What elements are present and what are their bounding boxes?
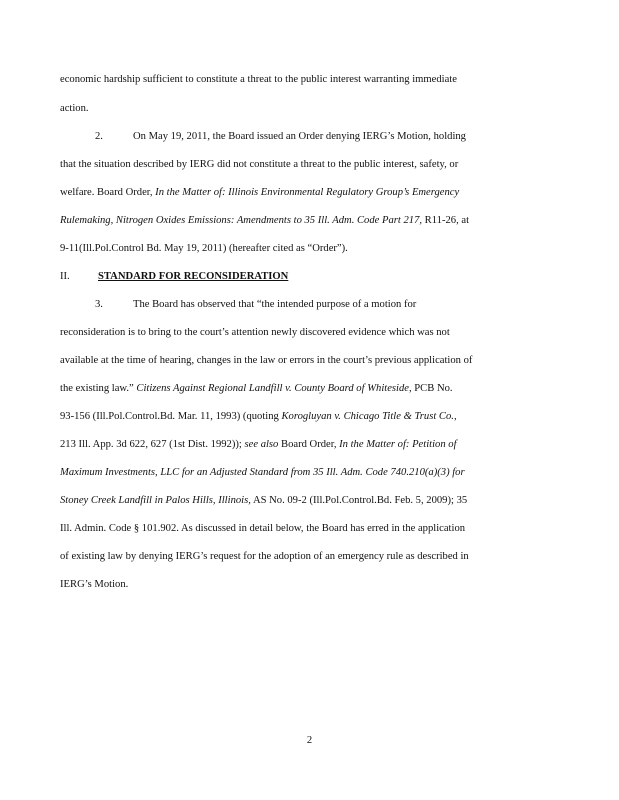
paragraph-3-line-1	[95, 298, 416, 311]
paragraph-3-line-10: of existing law by denying IERG’s request for the adoption of an emergency rule as described in	[60, 551, 469, 562]
paragraph-2-line-4-post: R11-26, at	[422, 215, 470, 226]
paragraph-2-number: 2.	[95, 131, 103, 142]
paragraph-3-line-4	[60, 382, 453, 395]
paragraph-1-line-1: economic hardship sufficient to constitute a threat to the public interest warranting immediate	[60, 74, 457, 85]
paragraph-2-line-1-text: On May 19, 2011, the Board issued an Order denying IERG’s Motion, holding	[133, 131, 466, 142]
paragraph-3-line-8	[60, 494, 467, 507]
paragraph-3-line-6-pre: 213 Ill. App. 3d 622, 627 (1st Dist. 1992));	[60, 439, 245, 450]
paragraph-3-line-3: available at the time of hearing, changes in the law or errors in the court’s previous application of	[60, 355, 473, 366]
paragraph-1-line-2: action.	[60, 103, 89, 114]
paragraph-2-line-3	[60, 186, 459, 199]
paragraph-3-line-7: Maximum Investments, LLC for an Adjusted Standard from 35 Ill. Adm. Code 740.210(a)(3) for	[60, 467, 465, 478]
paragraph-3-line-8-post: AS No. 09-2 (Ill.Pol.Control.Bd. Feb. 5, 2009); 35	[250, 495, 468, 506]
paragraph-3-number: 3.	[95, 299, 103, 310]
paragraph-3-line-5-pre: 93-156 (Ill.Pol.Control.Bd. Mar. 11, 1993) (quoting	[60, 411, 282, 422]
paragraph-2-line-5: 9-11(Ill.Pol.Control Bd. May 19, 2011) (hereafter cited as “Order”).	[60, 243, 348, 254]
paragraph-3-line-4-pre: the existing law.”	[60, 383, 137, 394]
paragraph-2-line-3-pre: welfare. Board Order,	[60, 187, 156, 198]
paragraph-3-line-1-text: The Board has observed that “the intended purpose of a motion for	[133, 299, 417, 310]
paragraph-2-line-4	[60, 214, 469, 227]
paragraph-3-line-4-italic: Citizens Against Regional Landfill v. County Board of Whiteside,	[136, 383, 412, 394]
paragraph-2-line-3-italic: In the Matter of: Illinois Environmental Regulatory Group’s Emergency	[155, 187, 460, 198]
paragraph-3-line-6-mid: Board Order,	[278, 439, 340, 450]
section-heading-title: STANDARD FOR RECONSIDERATION	[98, 271, 289, 282]
paragraph-3-line-9: Ill. Admin. Code § 101.902. As discussed in detail below, the Board has erred in the application	[60, 523, 466, 534]
paragraph-3-line-11: IERG’s Motion.	[60, 579, 129, 590]
paragraph-3-line-6	[60, 438, 457, 451]
paragraph-3-line-6-italic-1: see also	[244, 439, 279, 450]
paragraph-2-line-4-italic: Rulemaking, Nitrogen Oxides Emissions: Amendments to 35 Ill. Adm. Code Part 217,	[60, 215, 423, 226]
paragraph-3-line-5-italic: Korogluyan v. Chicago Title & Trust Co.,	[281, 411, 457, 422]
paragraph-3-line-6-italic-2: In the Matter of: Petition of	[339, 439, 457, 450]
section-heading-number: II.	[60, 271, 70, 282]
paragraph-3-line-4-post: PCB No.	[411, 383, 453, 394]
paragraph-3-line-2: reconsideration is to bring to the court’s attention newly discovered evidence which was not	[60, 327, 450, 338]
paragraph-3-line-8-italic: Stoney Creek Landfill in Palos Hills, Illinois,	[60, 495, 251, 506]
section-heading	[60, 270, 288, 283]
paragraph-2-line-2: that the situation described by IERG did not constitute a threat to the public interest, safety, or	[60, 159, 459, 170]
page-number: 2	[306, 735, 313, 746]
paragraph-3-line-5	[60, 410, 457, 423]
paragraph-2-line-1	[95, 130, 466, 143]
